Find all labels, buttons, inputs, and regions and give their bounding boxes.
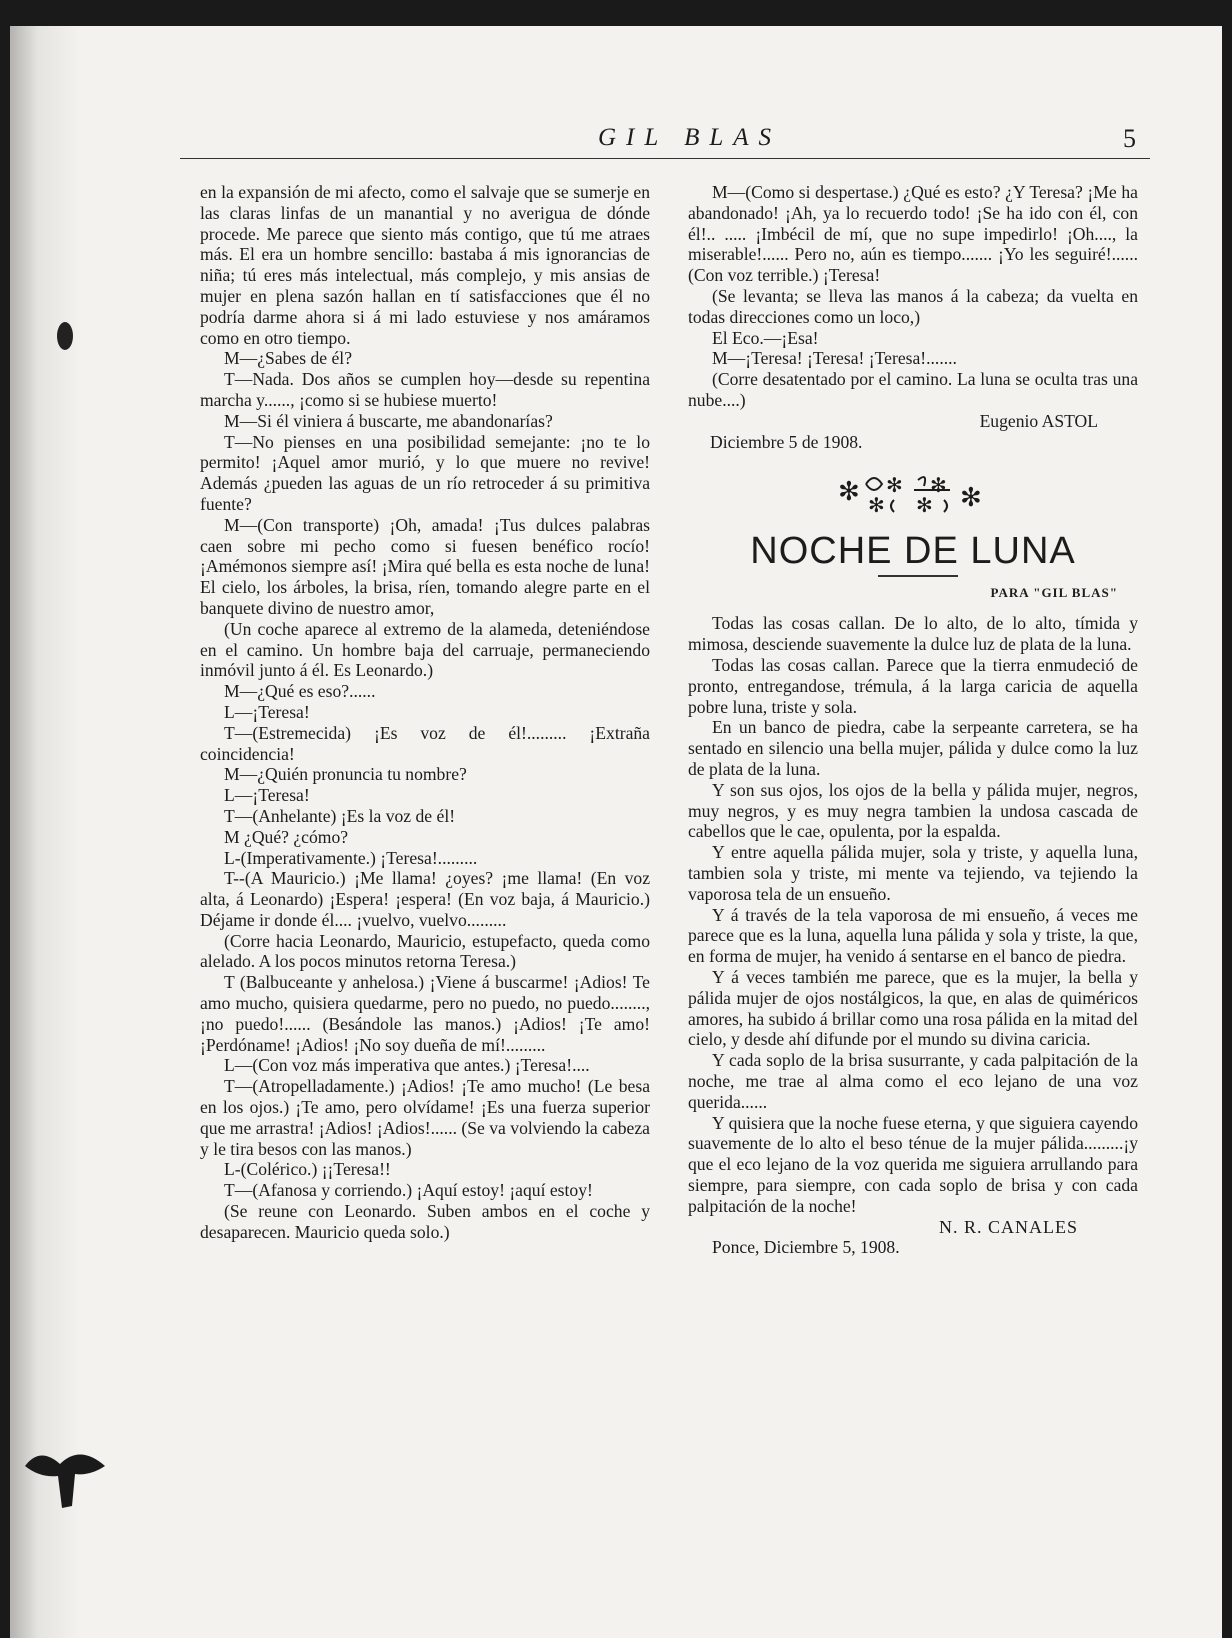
left-paragraph: M—Si él viniera á buscarte, me abandonarías? (224, 410, 553, 431)
left-paragraph: (Un coche aparece al extremo de la alameda, deteniéndose en el camino. Un hombre baja del carruaje, permaneciendo inmóvil junto á él. Es Leonardo.) (200, 618, 650, 681)
left-paragraph: L—¡Teresa! (224, 701, 310, 722)
left-paragraph: T—(Estremecida) ¡Es voz de él!......... ¡Extraña coincidencia! (200, 722, 650, 764)
right-column (688, 182, 1138, 1258)
left-paragraph: L—(Con voz más imperativa que antes.) ¡Teresa!.... (224, 1055, 590, 1076)
right-paragraph: (Se levanta; se lleva las manos á la cabeza; da vuelta en todas direcciones como un loco,) (688, 285, 1138, 327)
article-paragraph: Todas las cosas callan. De lo alto, de lo alto, tímida y mimosa, desciende suavemente la dulce luz de plata de la luna. (688, 613, 1138, 655)
left-paragraph: T—No pienses en una posibilidad semejante: ¡no te lo permito! ¡Aquel amor murió, y lo que muere no revive! Además ¿pueden las aguas de un río retroceder á su primitiva fuente? (200, 431, 650, 514)
svg-text:✻: ✻ (886, 473, 903, 498)
right-paragraph: M—¡Teresa! ¡Teresa! ¡Teresa!....... (712, 348, 957, 369)
left-paragraph: en la expansión de mi afecto, como el salvaje que se sumerje en las claras linfas de un manantial y no averigua de dónde procede. Me parece que siento más contigo, que tú me atraes más. El era un hombre sencillo: bastaba á mis ignorancias de niña; tú eres más intelectual, más complejo, y mis ansias de mujer en plena sazón hallan en tí satisfacciones que él no podría darme ahora si á mi lado estuviese y nos amáramos como en otro tiempo. (200, 182, 650, 348)
left-paragraph: L—¡Teresa! (224, 785, 310, 806)
svg-text:✻: ✻ (838, 477, 860, 508)
svg-text:✻: ✻ (960, 483, 982, 514)
newspaper-page (10, 26, 1222, 1638)
article-paragraph: En un banco de piedra, cabe la serpeante carretera, se ha sentado en silencio una bella mujer, pálida y dulce como la luz de plata de la luna. (688, 717, 1138, 780)
left-paragraph: T—(Anhelante) ¡Es la voz de él! (224, 805, 456, 826)
page-header (180, 124, 1150, 159)
ink-blot-top (50, 316, 80, 356)
article-paragraph: Y á veces también me parece, que es la mujer, la bella y pálida mujer de ojos nostálgicos, la que, en alas de quiméricos amores, ha subido á brillar como una rosa pálida en la mitad del cielo, y desde ahí difunde por el mundo su divina caricia. (688, 967, 1138, 1050)
article-paragraph: Y cada soplo de la brisa susurrante, y cada palpitación de la noche, me trae al alma como el eco lejano de una voz querida...... (688, 1050, 1138, 1112)
left-paragraph: T--(A Mauricio.) ¡Me llama! ¿oyes? ¡me llama! (En voz alta, á Leonardo) ¡Espera! ¡espera! (En voz baja, á Mauricio.) Déjame ir donde él.... ¡vuelvo, vuelvo......... (200, 868, 650, 930)
left-paragraph: L-(Colérico.) ¡¡Teresa!! (224, 1159, 391, 1180)
left-paragraph: M—¿Sabes de él? (224, 348, 353, 369)
left-paragraph: T—(Afanosa y corriendo.) ¡Aquí estoy! ¡aquí estoy! (224, 1180, 593, 1201)
article-subtitle: PARA "GIL BLAS" (990, 584, 1118, 600)
left-paragraph: T—Nada. Dos años se cumplen hoy—desde su repentina marcha y......, ¡como si se hubiese muerto! (200, 369, 650, 410)
right-paragraph: M—(Como si despertase.) ¿Qué es esto? ¿Y Teresa? ¡Me ha abandonado! ¡Ah, ya lo recuerdo todo! ¡Se ha ido con él, con él!.. ..... ¡Imbécil de mí, que no supe impedirlo! ¡Oh...., la miserable!...... Pero no, aún es tiempo....... ¡Yo les seguiré!...... (Con voz terrible.) ¡Teresa! (688, 182, 1138, 286)
article-date: Diciembre 5 de 1908. (710, 431, 863, 452)
newspaper-title: GIL BLAS (598, 124, 782, 151)
left-paragraph: M—¿Quién pronuncia tu nombre? (224, 764, 467, 785)
title-rule (878, 575, 958, 577)
left-paragraph: T (Balbuceante y anhelosa.) ¡Viene á buscarme! ¡Adios! Te amo mucho, quisiera quedarme, pero no puedo, no puedo........, ¡no puedo!...... (Besándole las manos.) ¡Adios! ¡Te amo! ¡Perdóname! ¡Adios! ¡No soy dueña de mí!......... (200, 972, 650, 1055)
ink-blot-bottom (20, 1436, 110, 1516)
article-paragraph: Y son sus ojos, los ojos de la bella y pálida mujer, negros, muy negros, y es muy negra tambien la undosa cascada de cabellos que le cae, opulenta, por la espalda. (688, 779, 1138, 842)
right-paragraph: El Eco.—¡Esa! (712, 327, 819, 348)
decorative-ornament-icon (688, 466, 1138, 514)
article-paragraph: Y á través de la tela vaporosa de mi ensueño, á veces me parece que es la luna, aquella luna pálida y sola y triste, la que, en forma de mujer, ha venido á sentarse en el banco de piedra. (688, 904, 1138, 967)
svg-text:✻: ✻ (916, 493, 933, 515)
left-paragraph: (Corre hacia Leonardo, Mauricio, estupefacto, queda como alelado. A los pocos minutos retorna Teresa.) (200, 930, 650, 972)
right-paragraph: (Corre desatentado por el camino. La luna se oculta tras una nube....) (688, 369, 1138, 410)
page-number: 5 (1123, 124, 1136, 153)
left-paragraph: M—(Con transporte) ¡Oh, amada! ¡Tus dulces palabras caen sobre mi pecho como si fuesen benéfico rocío! ¡Amémonos siempre así! ¡Mira qué bella es esta noche de luna! El cielo, los árboles, la brisa, ríen, tomando alegre parte en el banquete divino de nuestro amor, (200, 514, 650, 618)
article-dateline: Ponce, Diciembre 5, 1908. (712, 1237, 900, 1258)
left-column (200, 182, 650, 1243)
page-edge-shadow (10, 26, 80, 1638)
left-paragraph: M ¿Qué? ¿cómo? (224, 826, 349, 847)
left-paragraph: T—(Atropelladamente.) ¡Adios! ¡Te amo mucho! (Le besa en los ojos.) ¡Te amo, pero olvídame! ¡Es una fuerza superior que me arrastra! ¡Adios! ¡Adios!...... (Se va volviendo la cabeza y le tira besos con las manos.) (200, 1076, 650, 1159)
left-paragraph: (Se reune con Leonardo. Suben ambos en el coche y desaparecen. Mauricio queda solo.) (200, 1201, 650, 1242)
left-paragraph: L-(Imperativamente.) ¡Teresa!......... (224, 847, 478, 868)
svg-text:✻: ✻ (930, 473, 947, 498)
author-signature: Eugenio ASTOL (979, 410, 1098, 431)
article-paragraph: Y quisiera que la noche fuese eterna, y que siguiera cayendo suavemente de lo alto el beso ténue de la mujer pálida.........¡y que el eco lejano de la voz querida me siguiera arrullando para siempre, para siempre, con cada soplo de brisa y con cada palpitación de la noche! (688, 1112, 1138, 1216)
article-paragraph: Y entre aquella pálida mujer, sola y triste, y aquella luna, tambien sola y triste, mi mente va tejiendo, va tejiendo la vaporosa tela de un ensueño. (688, 842, 1138, 904)
article-title: NOCHE DE LUNA (750, 530, 1076, 573)
article-signature: N. R. CANALES (938, 1216, 1078, 1237)
left-paragraph: M—¿Qué es eso?...... (224, 681, 376, 702)
article-paragraph: Todas las cosas callan. Parece que la tierra enmudeció de pronto, entregandose, trémula, á la larga caricia de aquella pobre luna, triste y sola. (688, 655, 1138, 717)
svg-text:✻: ✻ (868, 493, 885, 515)
